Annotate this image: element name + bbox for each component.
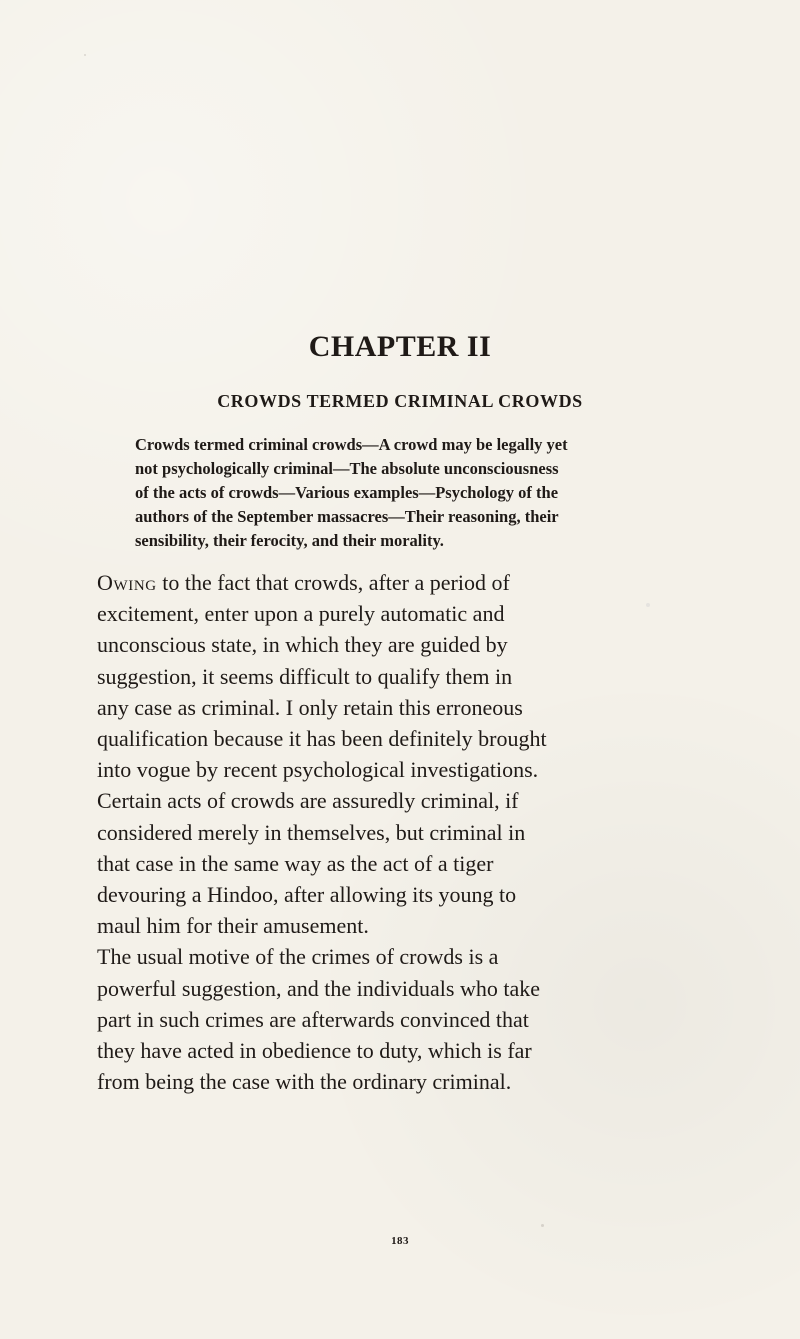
body-line [97, 567, 701, 598]
body-line: any case as criminal. I only retain this erroneous [97, 694, 523, 720]
summary-line: authors of the September massacres—Their reasoning, their [135, 507, 559, 526]
body-line: maul him for their amusement. [97, 913, 369, 939]
page-number: 183 [391, 1235, 409, 1247]
body-line: Certain acts of crowds are assuredly criminal, if [97, 788, 519, 814]
summary-line: sensibility, their ferocity, and their morality. [135, 531, 444, 550]
body-line: powerful suggestion, and the individuals who take [97, 975, 540, 1001]
summary-line: Crowds termed criminal crowds—A crowd may be legally yet [135, 435, 568, 454]
body-line: excitement, enter upon a purely automatic and [97, 601, 505, 627]
chapter-title: CHAPTER II [308, 330, 492, 363]
body-line: from being the case with the ordinary criminal. [97, 1069, 512, 1095]
body-line: suggestion, it seems difficult to qualify them in [97, 663, 513, 689]
paper-speck [84, 54, 86, 56]
body-line: The usual motive of the crimes of crowds is a [97, 944, 499, 970]
paper-speck [541, 1224, 544, 1227]
body-line: that case in the same way as the act of a tiger [97, 850, 494, 876]
chapter-summary [135, 433, 665, 553]
body-line: considered merely in themselves, but criminal in [97, 819, 526, 845]
body-line: unconscious state, in which they are guided by [97, 632, 508, 658]
body-line: part in such crimes are afterwards convinced that [97, 1006, 529, 1032]
main-body-text [97, 567, 701, 1097]
summary-line: of the acts of crowds—Various examples—Psychology of the [135, 483, 559, 502]
body-line-text: to the fact that crowds, after a period of [156, 570, 510, 595]
summary-line: not psychologically criminal—The absolute unconsciousness [135, 459, 559, 478]
body-line: they have acted in obedience to duty, which is far [97, 1038, 532, 1064]
body-line: into vogue by recent psychological investigations. [97, 757, 539, 783]
body-line: qualification because it has been definitely brought [97, 726, 547, 752]
body-line: devouring a Hindoo, after allowing its young to [97, 882, 517, 908]
section-title: CROWDS TERMED CRIMINAL CROWDS [217, 391, 583, 411]
opening-word: Owing [97, 570, 157, 595]
